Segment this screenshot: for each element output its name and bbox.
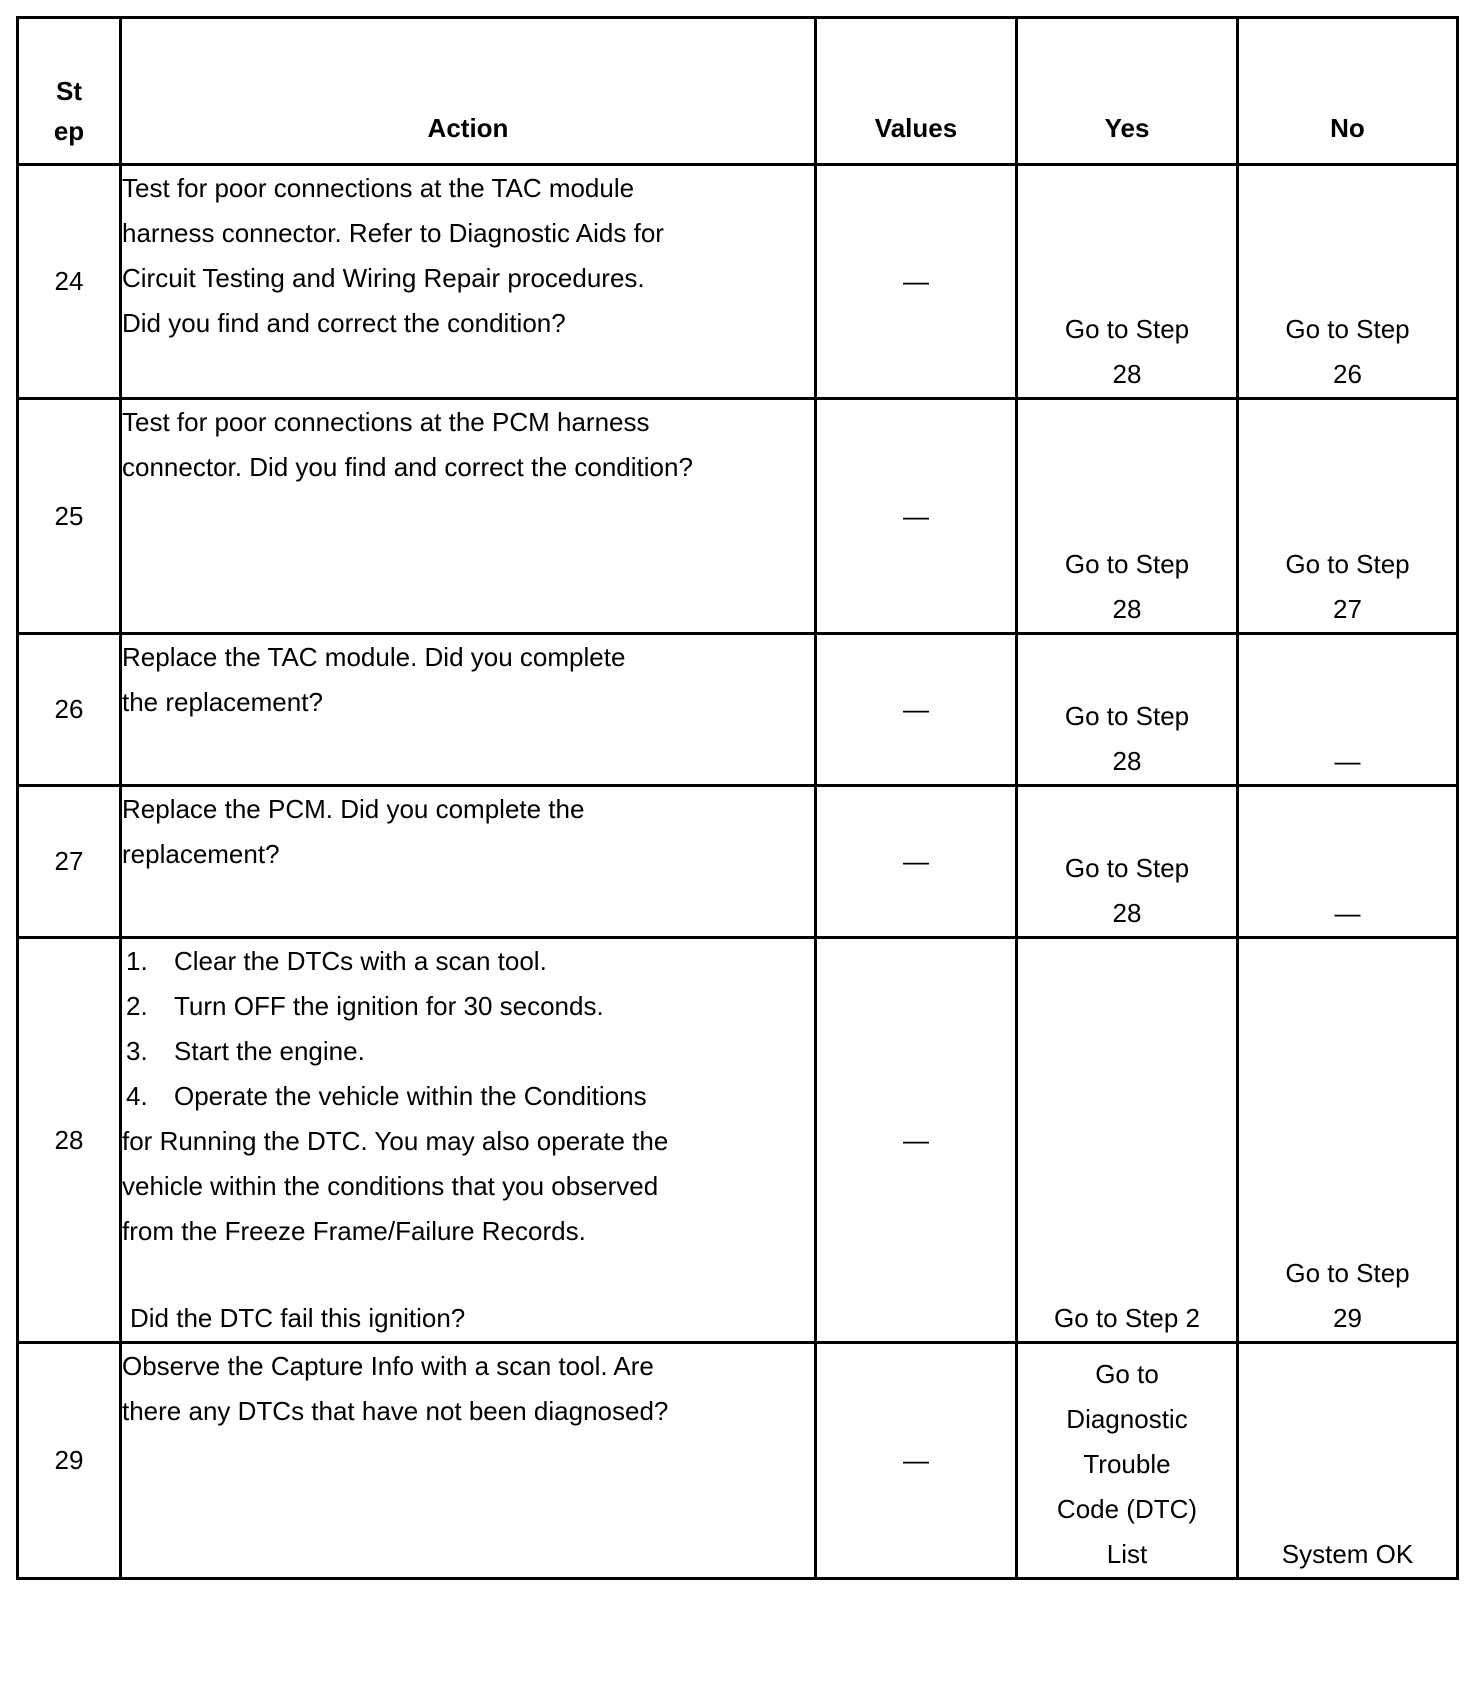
values-cell: — [816, 165, 1017, 399]
header-step: St ep [18, 18, 121, 165]
yes-cell: Go to Step 28 [1017, 786, 1238, 938]
table-row-step-27 [18, 786, 1458, 938]
list-item: 1. Clear the DTCs with a scan tool. [126, 946, 547, 976]
no-cell: System OK [1238, 1343, 1458, 1579]
header-values: Values [816, 18, 1017, 165]
action-cell: Test for poor connections at the TAC module harness connector. Refer to Diagnostic Aids for Circuit Testing and Wiring Repair procedures. Did you find and correct the condition? [121, 165, 816, 399]
yes-cell: Go to Step 28 [1017, 399, 1238, 634]
step-number: 24 [18, 165, 121, 399]
no-cell: — [1238, 786, 1458, 938]
no-cell: Go to Step 26 [1238, 165, 1458, 399]
list-item: 2. Turn OFF the ignition for 30 seconds. [126, 991, 604, 1021]
action-cell: Test for poor connections at the PCM harness connector. Did you find and correct the condition? [121, 399, 816, 634]
header-action: Action [121, 18, 816, 165]
step-number: 28 [18, 938, 121, 1343]
action-cell: 1. Clear the DTCs with a scan tool. 2. Turn OFF the ignition for 30 seconds. 3. Start the engine. 4. Operate the vehicle within the Conditions for Running the DTC. You may also operate the vehicle within the conditions that you observed from the Freeze Frame/Failure Records. Did the DTC fail this ignition? [121, 938, 816, 1343]
yes-cell: Go to Step 28 [1017, 165, 1238, 399]
action-cell: Replace the TAC module. Did you complete the replacement? [121, 634, 816, 786]
values-cell: — [816, 786, 1017, 938]
question-text: Did the DTC fail this ignition? [130, 1303, 466, 1333]
table-row-step-29 [18, 1343, 1458, 1579]
step-number: 29 [18, 1343, 121, 1579]
diagnostic-table [16, 16, 1459, 1580]
table-row-step-24 [18, 165, 1458, 399]
values-cell: — [816, 399, 1017, 634]
header-no: No [1238, 18, 1458, 165]
table-row-step-26 [18, 634, 1458, 786]
no-cell: — [1238, 634, 1458, 786]
values-cell: — [816, 938, 1017, 1343]
action-cell: Observe the Capture Info with a scan tool. Are there any DTCs that have not been diagnosed? [121, 1343, 816, 1579]
no-cell: Go to Step 29 [1238, 938, 1458, 1343]
step-number: 26 [18, 634, 121, 786]
action-cell: Replace the PCM. Did you complete the replacement? [121, 786, 816, 938]
header-yes: Yes [1017, 18, 1238, 165]
step-number: 27 [18, 786, 121, 938]
yes-cell: Go to Step 2 [1017, 938, 1238, 1343]
yes-cell: Go to Diagnostic Trouble Code (DTC) List [1017, 1343, 1238, 1579]
list-item: 4. Operate the vehicle within the Conditions [126, 1081, 647, 1111]
yes-cell: Go to Step 28 [1017, 634, 1238, 786]
header-row [18, 18, 1458, 165]
values-cell: — [816, 634, 1017, 786]
table-row-step-25 [18, 399, 1458, 634]
no-cell: Go to Step 27 [1238, 399, 1458, 634]
table-row-step-28 [18, 938, 1458, 1343]
list-item: 3. Start the engine. [126, 1036, 365, 1066]
values-cell: — [816, 1343, 1017, 1579]
step-number: 25 [18, 399, 121, 634]
